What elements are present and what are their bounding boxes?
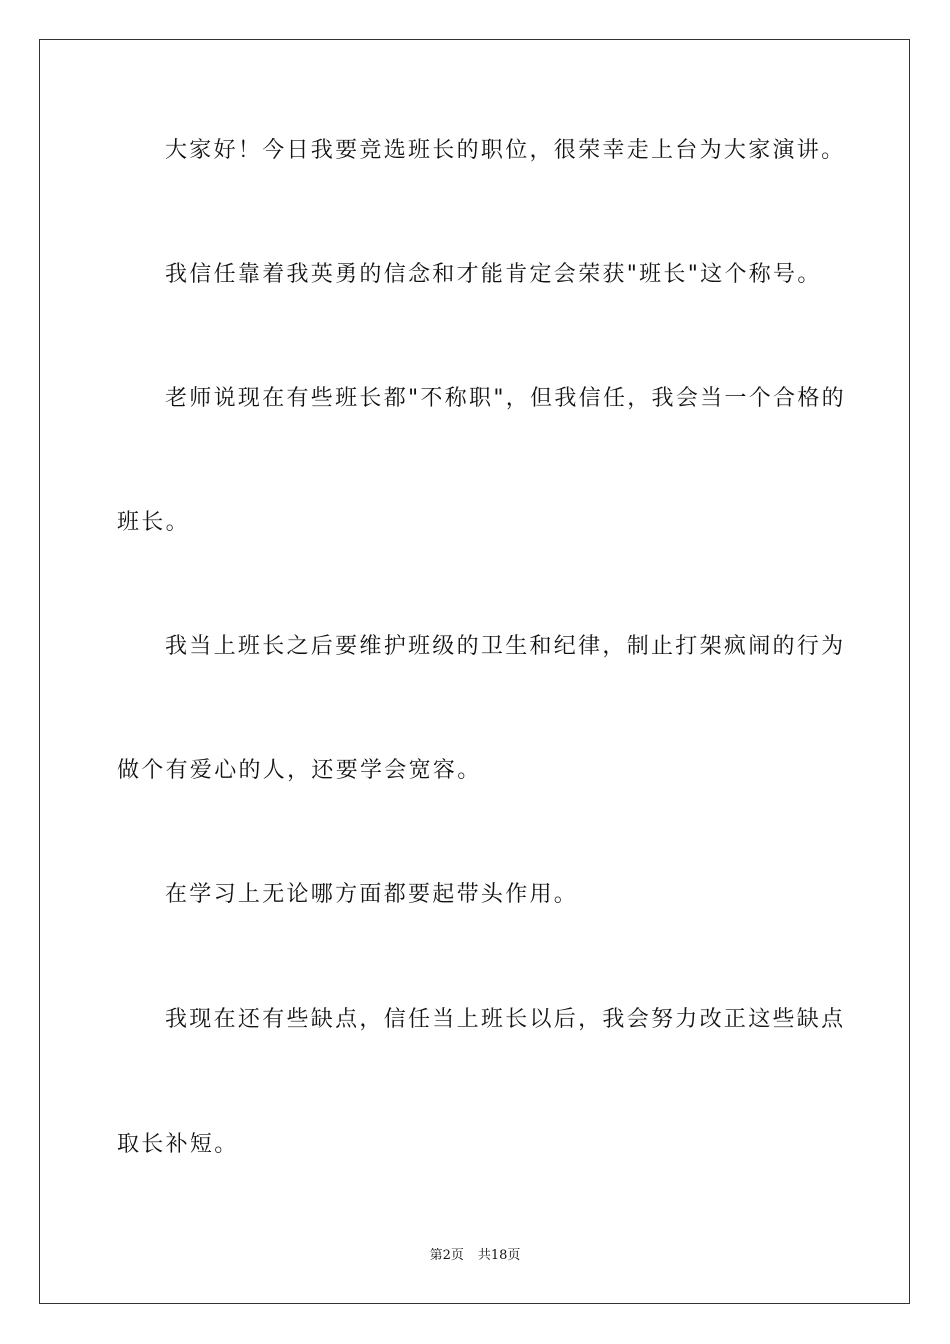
- page-footer: [0, 1247, 950, 1265]
- paragraph-line-6: 做个有爱心的人，还要学会宽容。: [117, 758, 482, 783]
- page-total: 共18页: [477, 1248, 521, 1263]
- paragraph-line-3: 老师说现在有些班长都"不称职"，但我信任，我会当一个合格的: [165, 386, 846, 411]
- paragraph-line-1: 大家好！今日我要竞选班长的职位，很荣幸走上台为大家演讲。: [165, 138, 846, 163]
- paragraph-line-8: 我现在还有些缺点，信任当上班长以后，我会努力改正这些缺点: [165, 1007, 846, 1032]
- paragraph-line-7: 在学习上无论哪方面都要起带头作用。: [165, 882, 579, 907]
- page-border: [39, 39, 910, 1304]
- page-number: 第2页: [429, 1248, 464, 1263]
- paragraph-line-9: 取长补短。: [117, 1132, 239, 1157]
- paragraph-line-4: 班长。: [117, 510, 190, 535]
- paragraph-line-2: 我信任靠着我英勇的信念和才能肯定会荣获"班长"这个称号。: [165, 262, 822, 287]
- paragraph-line-5: 我当上班长之后要维护班级的卫生和纪律，制止打架疯闹的行为: [165, 634, 846, 659]
